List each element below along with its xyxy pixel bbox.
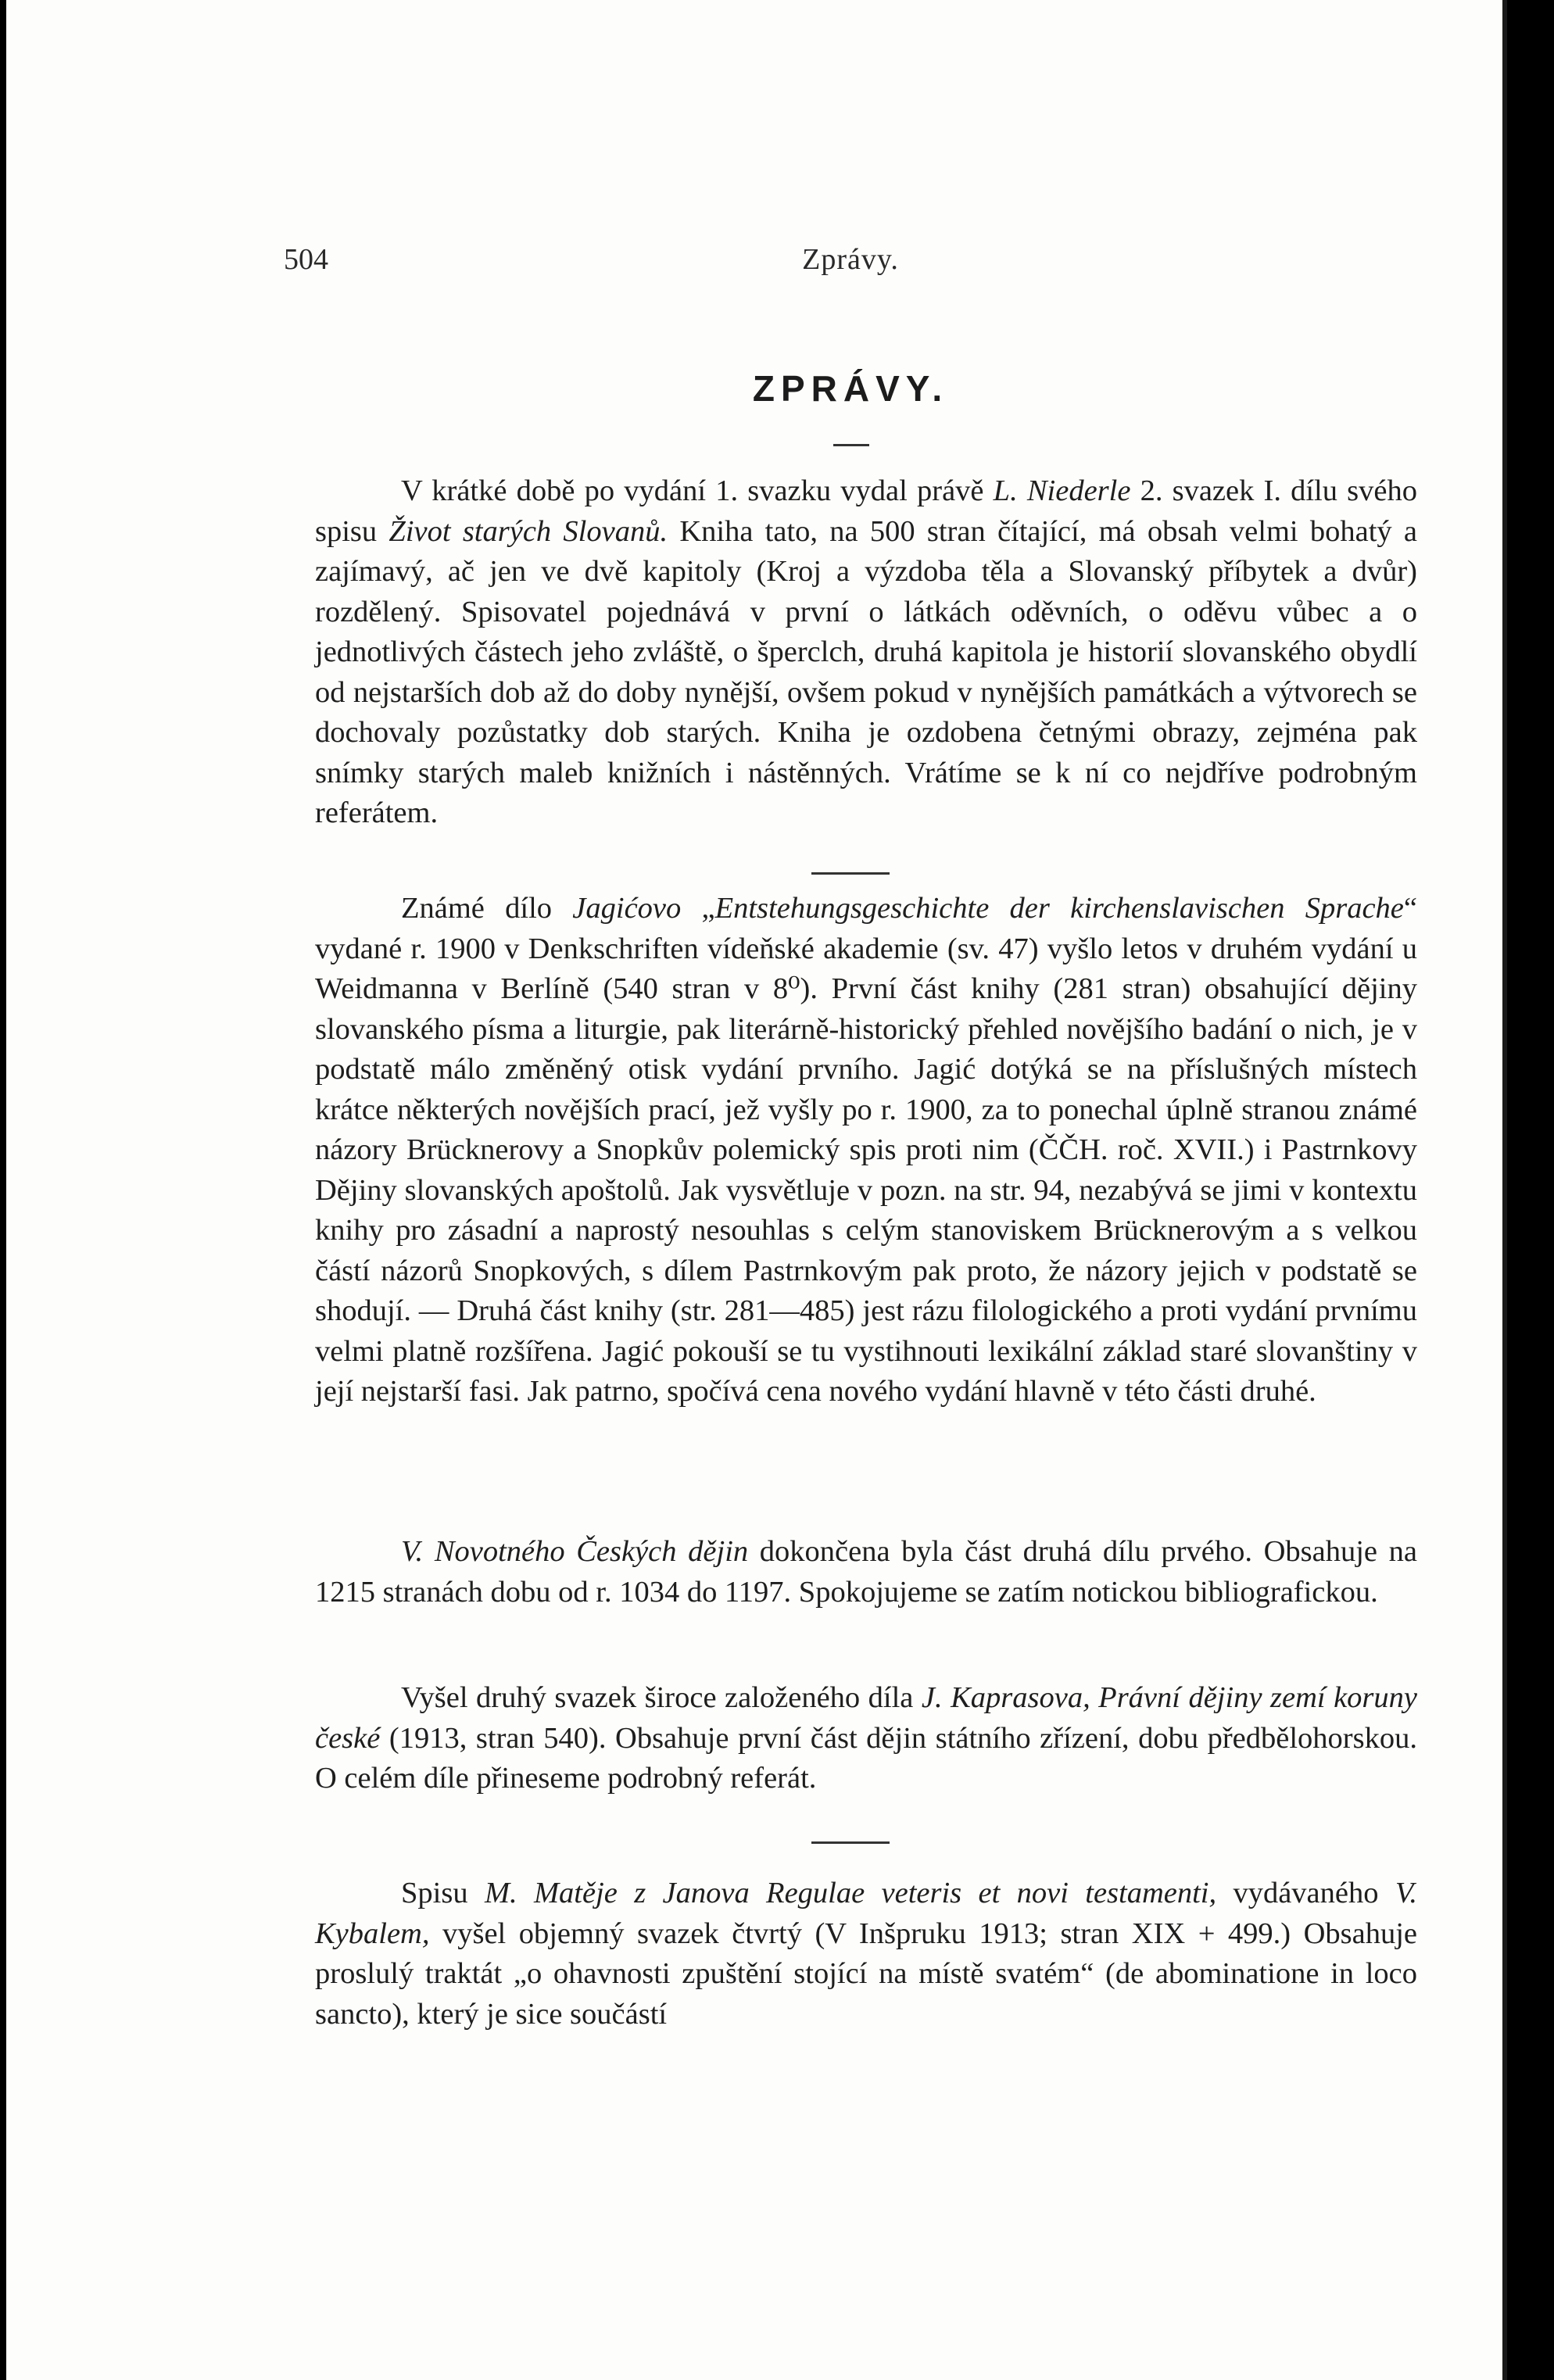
italic-text: Život starých Slovanů. bbox=[388, 514, 668, 548]
italic-text: V. Novotného Českých dějin bbox=[401, 1535, 749, 1568]
paragraph-janov bbox=[315, 1874, 1417, 2035]
paragraph-jagic bbox=[315, 889, 1417, 1412]
paragraph-novotny bbox=[315, 1532, 1417, 1612]
section-title: ZPRÁVY. bbox=[752, 368, 949, 409]
text-run: vyšel objemný svazek čtvrtý (V Inšpruku 1913; stran XIX + 499.) Obsahuje proslulý traktát „o ohavnosti zpuštění stojící na místě svatém“ (de abominatione in loco sancto), který je sice součástí bbox=[315, 1917, 1417, 2031]
italic-text: Entstehungsgeschichte der kirchenslavischen Sprache bbox=[714, 892, 1404, 925]
document-page bbox=[6, 0, 1507, 2380]
section-divider bbox=[811, 872, 890, 875]
italic-text: M. Matěje z Janova Regulae veteris et novi testamenti, bbox=[484, 1877, 1217, 1909]
text-run: Kniha tato, na 500 stran čítající, má obsah velmi bohatý a zajímavý, ač jen ve dvě kapitoly (Kroj a výzdoba těla a Slovanský příbytek a dvůr) rozdělený. Spisovatel pojednává v první o látkách oděvních, o oděvu vůbec a o jednotlivých částech jeho zvláště, o šperclch, druhá kapitola je historií slovanského obydlí od nejstarších dob až do doby nynější, ovšem pokud v nynějších památkách a výtvorech se dochovaly pozůstatky dob starých. Kniha je ozdobena četnými obrazy, zejména pak snímky starých maleb knižních i nástěnných. Vrátíme se k ní co nejdříve podrobným referátem. bbox=[315, 514, 1417, 829]
title-rule bbox=[833, 444, 869, 446]
section-divider bbox=[811, 1841, 890, 1844]
text-run: Spisu bbox=[401, 1877, 485, 1909]
running-head: Zprávy. bbox=[802, 243, 899, 276]
text-run: “ vydané r. 1900 v Denkschriften vídeňské akademie (sv. 47) vyšlo letos v druhém vydání u Weidmanna v Berlíně (540 stran v 8⁰). První část knihy (281 stran) obsahující dějiny slovanského písma a liturgie, pak literárně-historický přehled novějšího badání o nich, je v podstatě málo změněný otisk vydání prvního. Jagić dotýká se na příslušných místech krátce některých novějších prací, jež vyšly po r. 1900, za to ponechal úplně stranou známé názory Brücknerovy a Snopkův polemický spis proti nim (ČČH. roč. XVII.) i Pastrnkovy Dějiny slovanských apoštolů. Jak vysvětluje v pozn. na str. 94, nezabývá se jimi v kontextu knihy pro zásadní a naprostý nesouhlas s celým stanoviskem Brücknerovým a s velkou částí názorů Snopkových, s dílem Pastrnkovým pak proto, že názory jejich v podstatě se shodují. — Druhá část knihy (str. 281—485) jest rázu filologického a proti vydání prvnímu velmi platně rozšířena. Jagić pokouší se tu vystihnouti lexikální základ staré slovanštiny v její nejstarší fasi. Jak patrno, spočívá cena nového vydání hlavně v této části druhé. bbox=[315, 892, 1417, 1408]
italic-text: L. Niederle bbox=[993, 474, 1131, 507]
text-run: Známé dílo bbox=[401, 892, 573, 925]
italic-text: V. Kybalem, bbox=[315, 1877, 1418, 1950]
text-run: „ bbox=[681, 892, 715, 925]
scan-edge bbox=[1502, 0, 1507, 2380]
paragraph-kapras bbox=[315, 1678, 1417, 1799]
page-header bbox=[284, 242, 1417, 289]
text-run: vydávaného bbox=[1216, 1877, 1395, 1909]
paragraph-niederle bbox=[315, 471, 1417, 834]
text-run: V krátké době po vydání 1. svazku vydal právě bbox=[401, 474, 994, 507]
text-run: 2. svazek I. dílu svého spisu bbox=[315, 474, 1417, 548]
text-run: Vyšel druhý svazek široce založeného díla bbox=[401, 1681, 922, 1714]
italic-text: J. Kaprasova, Právní dějiny zemí koruny české bbox=[315, 1681, 1417, 1755]
text-run: dokončena byla část druhá dílu prvého. Obsahuje na 1215 stranách dobu od r. 1034 do 1197. Spokojujeme se zatím notickou bibliografickou. bbox=[315, 1535, 1417, 1609]
italic-text: Jagićovo bbox=[572, 892, 682, 925]
text-run: (1913, stran 540). Obsahuje první část dějin státního zřízení, dobu předbělohorskou. O celém díle přineseme podrobný referát. bbox=[315, 1721, 1417, 1795]
page-number: 504 bbox=[284, 243, 328, 276]
